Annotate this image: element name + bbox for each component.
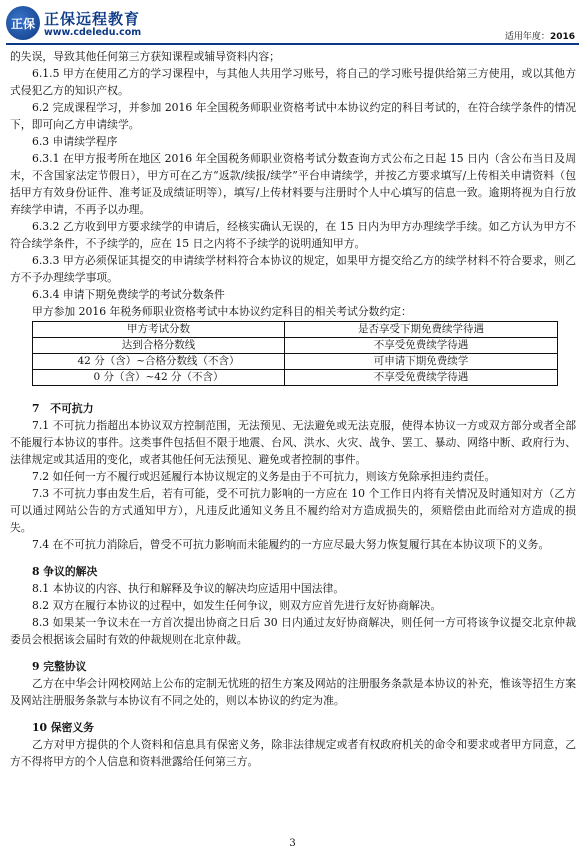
table-cell: 42 分（含）~合格分数线（不含） — [33, 354, 285, 370]
paragraph: 7.2 如任何一方不履行或迟延履行本协议规定的义务是由于不可抗力，则该方免除承担违约责任。 — [32, 470, 496, 483]
table-cell: 0 分（含）~42 分（不含） — [33, 370, 285, 386]
paragraph: 6.3.1 在甲方报考所在地区 2016 年全国税务师职业资格考试分数查询方式公布之日起 15 日内（含公布当日及周末，不含国家法定节假日），甲方可在乙方“返款/续报/续学”平台申请续学，并按乙方要求填写/上传相关申请资料（包括甲方有效身份证件、准考证及成绩证明等），填写/上传材料要与注册时个人中心填写的信息一致。逾期将视为自行放弃续学申请，不再予以办理。 — [10, 152, 576, 216]
section-heading: 10 保密义务 — [32, 721, 94, 734]
paragraph: 乙方对甲方提供的个人资料和信息具有保密义务，除非法律规定或者有权政府机关的命令和要求或者甲方同意，乙方不得将甲方的个人信息和资料泄露给任何第三方。 — [10, 738, 576, 768]
section-heading: 7 不可抗力 — [32, 402, 94, 415]
paragraph: 6.1.5 甲方在使用乙方的学习课程中，与其他人共用学习账号，将自己的学习账号提供给第三方使用，或以其他方式侵犯乙方的知识产权。 — [10, 67, 576, 97]
table-row — [33, 354, 558, 370]
paragraph: 8.2 双方在履行本协议的过程中，如发生任何争议，则双方应首先进行友好协商解决。 — [32, 599, 442, 612]
paragraph: 8.3 如果某一争议未在一方首次提出协商之日后 30 日内通过友好协商解决，则任何一方可将该争议提交北京仲裁委员会根据该会届时有效的仲裁规则在北京仲裁。 — [10, 616, 576, 646]
brand-name: 正保远程教育 — [44, 10, 141, 28]
header-rule — [6, 43, 579, 45]
year-label: 适用年度： — [504, 32, 550, 42]
table-cell: 不享受免费续学待遇 — [285, 338, 558, 354]
table-cell: 不享受免费续学待遇 — [285, 370, 558, 386]
table-header-cell: 甲方考试分数 — [33, 322, 285, 338]
logo-text: 正保 — [10, 16, 35, 31]
page-header — [0, 0, 585, 46]
paragraph: 6.3.2 乙方收到甲方要求续学的申请后，经核实确认无误的，在 15 日内为甲方办理续学手续。如乙方认为甲方不符合续学条件，不予续学的，应在 15 日之内将不予续学的说明通知甲方。 — [10, 220, 576, 250]
section-heading: 8 争议的解决 — [32, 565, 98, 578]
table-header-row — [33, 322, 558, 338]
paragraph: 8.1 本协议的内容、执行和解释及争议的解决均应适用中国法律。 — [32, 582, 345, 595]
section-heading: 9 完整协议 — [32, 660, 87, 673]
table-cell: 达到合格分数线 — [33, 338, 285, 354]
table-cell: 可申请下期免费续学 — [285, 354, 558, 370]
year-value: 2016 — [549, 32, 575, 42]
score-table — [32, 321, 558, 386]
paragraph: 7.1 不可抗力指超出本协议双方控制范围，无法预见、无法避免或无法克服，使得本协议一方或双方部分或者全部不能履行本协议的事件。这类事件包括但不限于地震、台风、洪水、火灾、战争、罢工、暴动、网络中断、政府行为、法律规定或其适用的变化，或者其他任何无法预见、避免或者控制的事件。 — [10, 419, 576, 466]
document-body — [10, 48, 576, 770]
table-row — [33, 338, 558, 354]
site-url: www.cdeledu.com — [44, 27, 142, 38]
paragraph: 7.4 在不可抗力消除后，曾受不可抗力影响而未能履约的一方应尽最大努力恢复履行其在本协议项下的义务。 — [32, 538, 550, 551]
paragraph: 甲方参加 2016 年税务师职业资格考试中本协议约定科目的相关考试分数约定： — [32, 305, 412, 318]
logo-icon — [6, 6, 40, 40]
paragraph: 7.3 不可抗力事由发生后，若有可能，受不可抗力影响的一方应在 10 个工作日内将有关情况及时通知对方（乙方可以通过网站公告的方式通知甲方），凡违反此通知义务且不履约给对方造成损失的，须赔偿由此而给对方造成的损失。 — [10, 487, 576, 534]
table-header-cell: 是否享受下期免费续学待遇 — [285, 322, 558, 338]
paragraph: 6.3.3 甲方必须保证其提交的申请续学材料符合本协议的规定，如果甲方提交给乙方的续学材料不符合要求，则乙方不予办理续学事项。 — [10, 254, 576, 284]
paragraph: 的失误，导致其他任何第三方获知课程或辅导资料内容； — [10, 50, 280, 63]
paragraph: 6.3 申请续学程序 — [32, 135, 118, 148]
paragraph: 6.2 完成课程学习，并参加 2016 年全国税务师职业资格考试中本协议约定的科目考试的，在符合续学条件的情况下，即可向乙方申请续学。 — [10, 101, 576, 131]
applicable-year — [505, 29, 575, 42]
paragraph: 乙方在中华会计网校网站上公布的定制无忧班的招生方案及网站的注册服务条款是本协议的补充，惟该等招生方案及网站注册服务条款与本协议有不同之处的，则以本协议的约定为准。 — [10, 677, 576, 707]
paragraph: 6.3.4 申请下期免费续学的考试分数条件 — [32, 288, 225, 301]
table-row — [33, 370, 558, 386]
page-number: 3 — [289, 838, 296, 849]
